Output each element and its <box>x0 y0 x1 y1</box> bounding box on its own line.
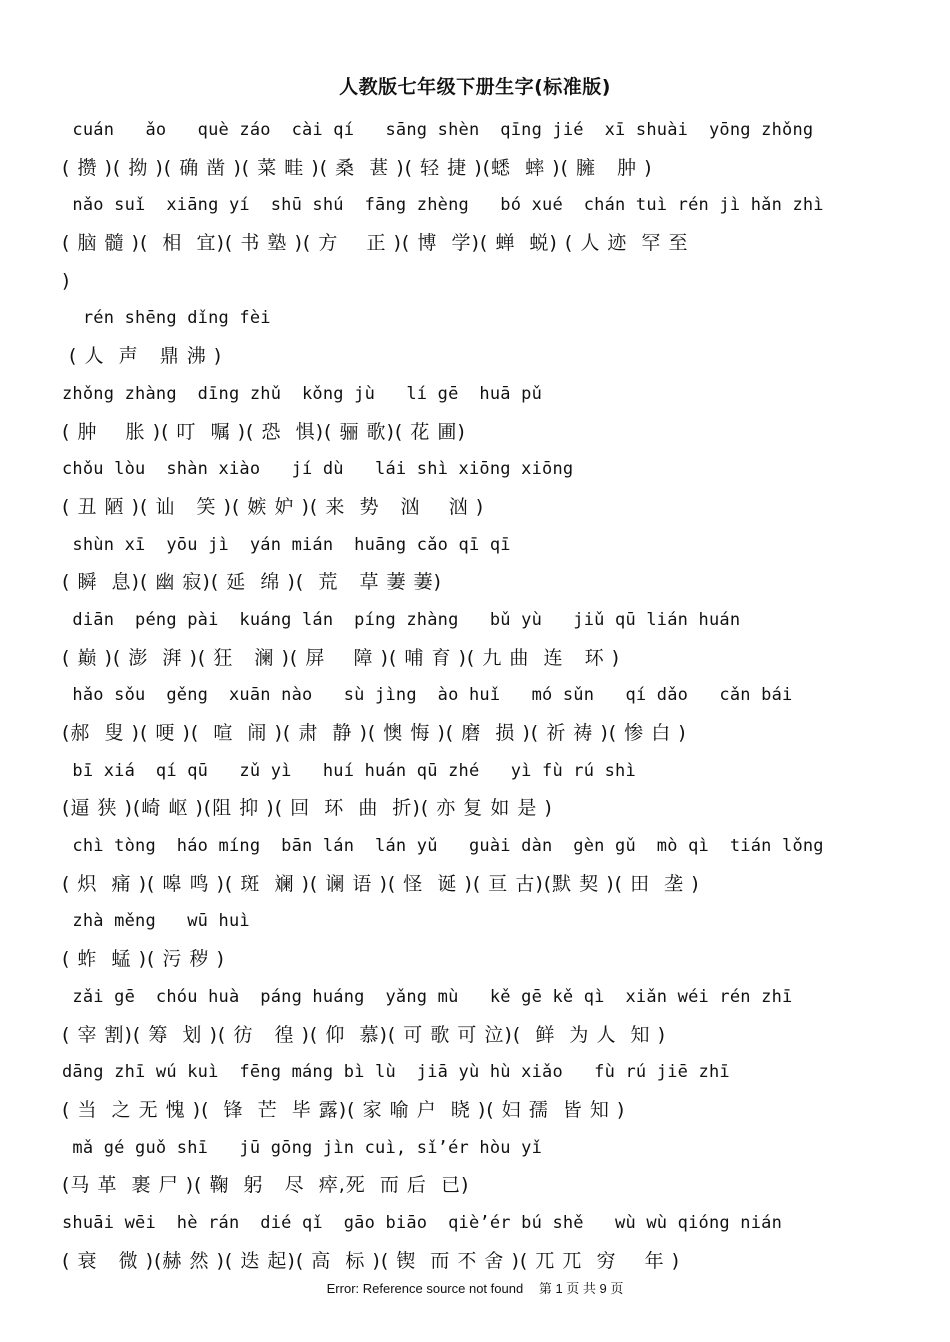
pinyin-line: shuāi wēi hè rán dié qǐ gāo biāo qiè’ér bú shě wù wù qióng nián <box>62 1212 783 1233</box>
document-title: 人教版七年级下册生字(标准版) <box>339 76 611 98</box>
pinyin-line: nǎo suǐ xiāng yí shū shú fāng zhèng bó xué chán tuì rén jì hǎn zhì <box>62 195 824 216</box>
hanzi-line: ( 宰 割)( 筹 划 )( 彷 徨 )( 仰 慕)( 可 歌 可 泣)( 鲜 为 人 知 ) <box>62 1023 666 1046</box>
page-footer <box>0 1278 950 1297</box>
vocabulary-list <box>62 112 892 1280</box>
hanzi-line: ( 瞬 息)( 幽 寂)( 延 绵 )( 荒 草 萋 萋) <box>62 571 442 594</box>
pinyin-line: hǎo sǒu gěng xuān nào sù jìng ào huǐ mó sǔn qí dǎo cǎn bái <box>62 685 793 706</box>
hanzi-line: (马 革 裹 尸 )( 鞠 躬 尽 瘁,死 而 后 已) <box>62 1174 470 1197</box>
pinyin-line: cuán ǎo què záo cài qí sāng shèn qīng jié xī shuài yōng zhǒng <box>62 120 814 140</box>
pinyin-line: shùn xī yōu jì yán mián huāng cǎo qī qī <box>62 534 511 555</box>
pinyin-line: bī xiá qí qū zǔ yì huí huán qū zhé yì fù rú shì <box>62 760 636 781</box>
hanzi-line: ( 攒 )( 拗 )( 确 凿 )( 菜 畦 )( 桑 葚 )( 轻 捷 )(蟋 蟀 )( 臃 肿 ) <box>62 156 653 179</box>
pinyin-line: mǎ gé guǒ shī jū gōng jìn cuì, sǐ’ér hòu yǐ <box>62 1137 543 1158</box>
hanzi-line: ( 当 之 无 愧 )( 锋 芒 毕 露)( 家 喻 户 晓 )( 妇 孺 皆 知 ) <box>62 1098 626 1121</box>
pinyin-line: chì tòng háo míng bān lán lán yǔ guài dàn gèn gǔ mò qì tián lǒng <box>62 836 824 857</box>
hanzi-line: ( 蚱 蜢 )( 污 秽 ) <box>62 948 225 971</box>
hanzi-line: ) <box>62 269 71 292</box>
footer-error-text: Error: Reference source not found <box>326 1281 524 1296</box>
pinyin-line: diān péng pài kuáng lán píng zhàng bǔ yù jiǔ qū lián huán <box>62 609 741 630</box>
hanzi-line: ( 丑 陋 )( 讪 笑 )( 嫉 妒 )( 来 势 汹 汹 ) <box>62 495 485 518</box>
pinyin-line: chǒu lòu shàn xiào jí dù lái shì xiōng xiōng <box>62 459 574 480</box>
hanzi-line: (郝 叟 )( 哽 )( 喧 闹 )( 肃 静 )( 懊 悔 )( 磨 损 )( 祈 祷 )( 惨 白 ) <box>62 722 687 744</box>
hanzi-line: ( 脑 髓 )( 相 宜)( 书 塾 )( 方 正 )( 博 学)( 蝉 蜕) ( 人 迹 罕 至 <box>62 232 689 255</box>
footer-page-info: 第 1 页 共 9 页 <box>538 1281 624 1296</box>
pinyin-line: zhà měng wū huì <box>62 911 250 932</box>
pinyin-line: zǎi gē chóu huà páng huáng yǎng mù kě gē kě qì xiǎn wéi rén zhī <box>62 986 793 1007</box>
hanzi-line: (逼 狭 )(崎 岖 )(阻 抑 )( 回 环 曲 折)( 亦 复 如 是 ) <box>62 797 553 820</box>
hanzi-line: ( 炽 痛 )( 嗥 鸣 )( 斑 斓 )( 谰 语 )( 怪 诞 )( 亘 古)(默 契 )( 田 垄 ) <box>62 872 700 895</box>
hanzi-line: ( 巅 )( 澎 湃 )( 狂 澜 )( 屏 障 )( 哺 育 )( 九 曲 连 环 ) <box>62 646 621 669</box>
pinyin-line: dāng zhī wú kuì fēng máng bì lù jiā yù hù xiǎo fù rú jiē zhī <box>62 1062 730 1083</box>
hanzi-line: ( 人 声 鼎 沸 ) <box>62 345 223 368</box>
hanzi-line: ( 衰 微 )(赫 然 )( 迭 起)( 高 标 )( 锲 而 不 舍 )( 兀 兀 穷 年 ) <box>62 1249 681 1272</box>
pinyin-line: zhǒng zhàng dīng zhǔ kǒng jù lí gē huā pǔ <box>62 383 543 404</box>
hanzi-line: ( 肿 胀 )( 叮 嘱 )( 恐 惧)( 骊 歌)( 花 圃) <box>62 420 466 443</box>
pinyin-line: rén shēng dǐng fèi <box>62 308 271 329</box>
